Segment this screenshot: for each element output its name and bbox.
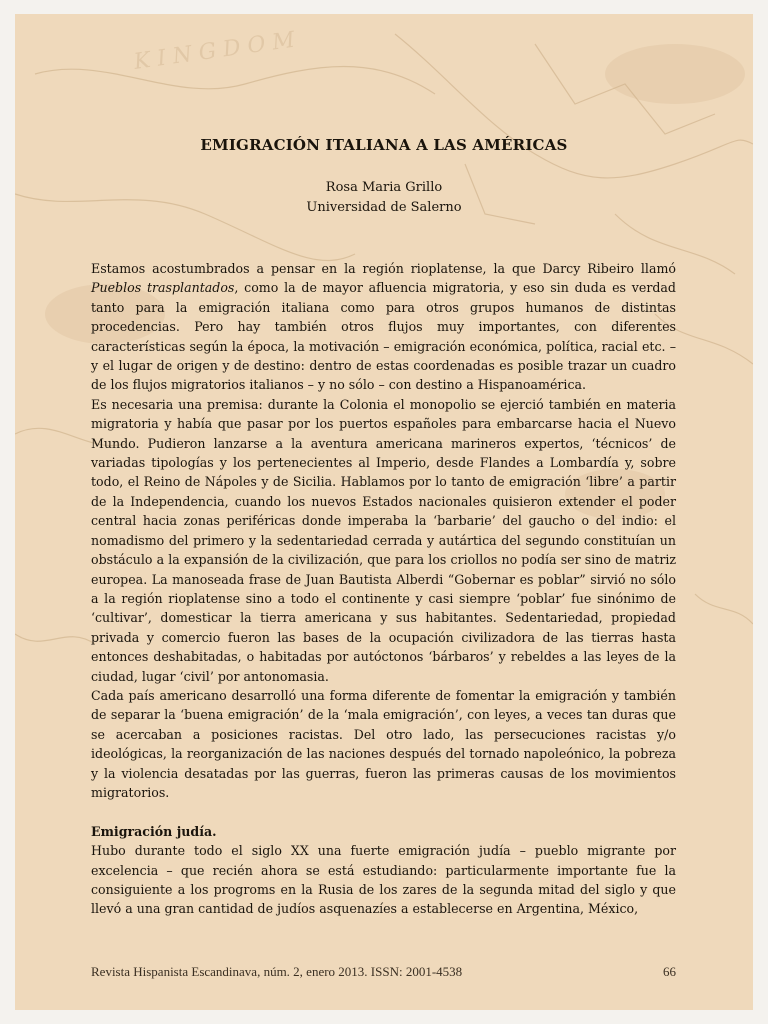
- paragraph-1-end: , como la de mayor afluencia migratoria, y eso sin duda es verdad tanto para la emigración italiana como para otros grupos humanos de distintas procedencias. Pero hay también otros flujos muy importantes, con diferentes características según la época, la motivación – emigración económica, política, racial etc. – y el lugar de origen y de destino: dentro de estas coordenadas es posible trazar un cuadro de los flujos migratorios italianos – y no sólo – con destino a Hispanoamérica.: [91, 280, 676, 393]
- page-footer: [91, 964, 676, 980]
- map-decor-lettering: K I N G D O M: [132, 27, 297, 75]
- author-affiliation: Universidad de Salerno: [306, 200, 462, 215]
- book-title-pueblos-trasplantados: Pueblos trasplantados: [91, 280, 235, 296]
- article-body: [91, 259, 676, 919]
- paragraph-4: Hubo durante todo el siglo XX una fuerte emigración judía – pueblo migrante por excelencia – que recién ahora se está estudiando: particularmente importante fue la consiguiente a los progroms en la Rusia de los zares de la segunda mitad del siglo y que llevó a una gran cantidad de judíos asquenazíes a establecerse en Argentina, México,: [91, 843, 676, 917]
- paragraph-3: Cada país americano desarrolló una forma diferente de fomentar la emigración y también de separar la ‘buena emigración’ de la ‘mala emigración’, con leyes, a veces tan duras que se acercaban a posiciones racistas. Del otro lado, las persecuciones racistas y/o ideológicas, la reorganización de las naciones después del tornado napoleónico, la pobreza y la violencia desatadas por las guerras, fueron las primeras causas de los movimientos migratorios.: [91, 687, 676, 800]
- journal-citation: Revista Hispanista Escandinava, núm. 2, enero 2013. ISSN: 2001-4538: [91, 964, 463, 979]
- page-number: 66: [663, 964, 676, 979]
- paragraph-1-start: Estamos acostumbrados a pensar en la región rioplatense, la que Darcy Ribeiro llamó: [91, 261, 676, 276]
- author-name: Rosa Maria Grillo: [325, 180, 443, 195]
- paragraph-2: Es necesaria una premisa: durante la Colonia el monopolio se ejerció también en materia migratoria y había que pasar por los puertos españoles para embarcarse hacia el Nuevo Mundo. Pudieron lanzarse a la aventura americana marineros expertos, ‘técnicos’ de variadas tipologías y los pertenecientes al Imperio, desde Flandes a Lombardía y, sobre todo, el Reino de Nápoles y de Sicilia. Hablamos por lo tanto de emigración ‘libre’ a partir de la Independencia, cuando los nuevos Estados nacionales quisieron extender el poder central hacia zonas periféricas donde imperaba la ‘barbarie’ del gaucho o del indio: el nomadismo del primero y la sedentariedad cerrada y autártica del segundo constituían un obstáculo a la expansión de la civilización, que para los criollos no podía ser sino de matriz europea. La manoseada frase de Juan Bautista Alberdi “Gobernar es poblar” sirvió no sólo a la región rioplatense sino a todo el continente y casi siempre ‘poblar’ fue sinónimo de ‘cultivar’, domesticar la tierra americana y sus habitantes. Sedentariedad, propiedad privada y comercio fueron las bases de la ocupación civilizadora de las tierras hasta entonces deshabitadas, o habitadas por autóctonos ‘bárbaros’ y rebeldes a las leyes de la ciudad, lugar ‘civil’ por antonomasia.: [91, 396, 676, 684]
- article-title: EMIGRACIÓN ITALIANA A LAS AMÉRICAS: [200, 136, 568, 154]
- journal-page: [15, 14, 753, 1010]
- paragraph-1: [91, 259, 676, 395]
- section-heading-emigracion-judia: Emigración judía.: [91, 823, 217, 839]
